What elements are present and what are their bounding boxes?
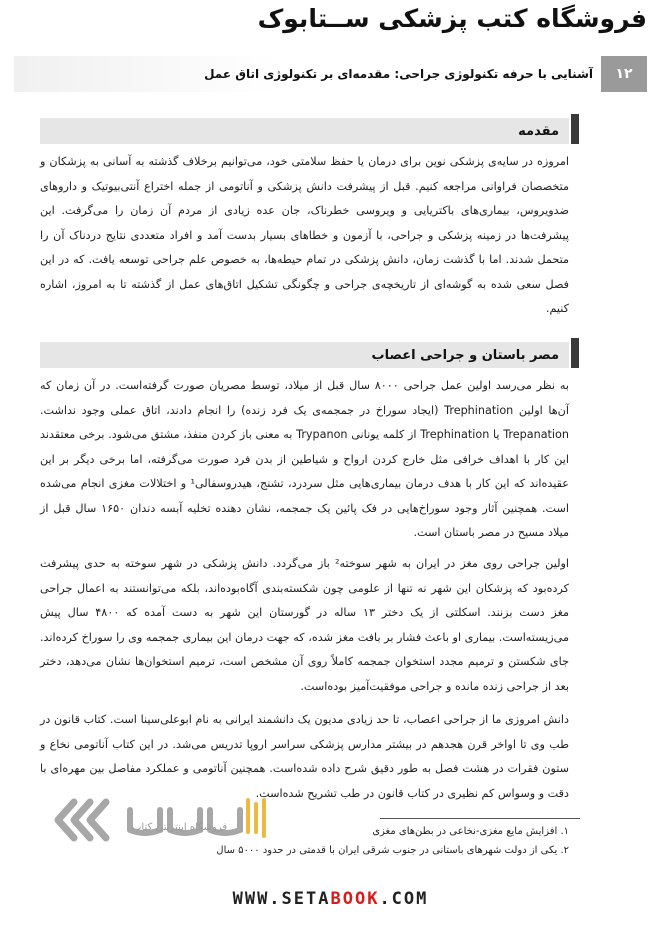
paragraph: دانش امروزی ما از جراحی اعصاب، تا حد زیادی مدیون یک دانشمند ایرانی به نام ابوعلی‌سینا است. کتاب قانون در طب وی تا اواخر قرن هجدهم در بیشتر مدارس پزشکی سراسر اروپا تدریس می‌شد. در این کتاب آناتومی نخاع و ستون فقرات در هشت فصل به طور دقیق شرح داده شده‌است. همچنین آناتومی و عملکرد مفاصل بین مهره‌ای با دقت و وسواس کم نظیری در کتاب قانون در طب تشریح شده‌است.	[40, 713, 569, 800]
section-heading-egypt	[40, 342, 569, 368]
running-header	[14, 56, 647, 92]
section-heading-intro	[40, 118, 569, 144]
heading-marker	[571, 114, 579, 144]
url-accent: BOOK	[330, 889, 380, 909]
paragraph: امروزه در سایه‌ی پزشکی نوین برای درمان یا حفظ سلامتی خود، می‌توانیم برخلاف گذشته به آسانی به پزشکان و متخصصان فراوانی مراجعه کنیم. قبل از پیشرفت دانش پزشکی و آناتومی از جمله اختراع آنتی‌بیوتیک و داروهای ضدویروس، بیماری‌های باکتریایی و ویروسی خطرناک، جان عده زیادی از مردم آن زمان را می‌گرفت. این پیشرفت‌ها در زمینه پزشکی و جراحی، با آزمون و خطاهای بسیار بدست آمد و افراد متعددی نتایج دردناک آن را متحمل شدند. اما با گذشت زمان، دانش پزشکی در تمام حیطه‌ها، به خصوص علم جراحی توسعه یافت. که در این فصل سعی شده به گوشه‌ای از تاریخچه‌ی جراحی و چگونگی تشکیل اتاق‌های عمل از گذشته تا به امروز، اشاره کنیم.	[40, 155, 569, 315]
section-heading-label: مقدمه	[518, 123, 559, 139]
heading-marker	[571, 338, 579, 368]
store-title: فروشگاه کتب پزشکی ســتابوک	[257, 4, 647, 33]
site-url[interactable]	[0, 889, 661, 909]
watermark-tagline: فروشگاه اینترنتی کتاب	[132, 822, 228, 833]
footnote-item: ۱. افزایش مایع مغزی-نخاعی در بطن‌های مغزی	[372, 826, 569, 837]
url-suffix: .COM	[379, 889, 429, 909]
url-prefix: WWW.SETA	[232, 889, 331, 909]
logo-text: ستابوک	[168, 800, 172, 801]
page-number: ۱۲	[601, 56, 647, 92]
footnote-divider	[380, 818, 580, 819]
running-title: آشنایی با حرفه تکنولوژی جراحی: مقدمه‌ای بر تکنولوژی اتاق عمل	[14, 56, 601, 92]
paragraph: به نظر می‌رسد اولین عمل جراحی ۸۰۰۰ سال قبل از میلاد، توسط مصریان صورت گرفته‌است. در آن زمان که آن‌ها اولین Trephination (ایجاد سوراخ در جمجمه‌ی یک فرد زنده) را انجام دادند، اتاق عملی وجود نداشت. Trepanation یا Trephination از کلمه یونانی Trypanon به معنی باز کردن منفذ، مشتق می‌شود. برخی معتقدند این کار با اهداف خرافی مثل خارج کردن ارواح و شیاطین از بدن فرد صورت می‌گرفته، اما برخی دیگر بر این عقیده‌اند که این کار با هدف درمان بیماری‌هایی مثل سردرد، تشنج، هیدروسفالی¹ و اختلالات مغزی انجام می‌شده است. همچنین آثار وجود سوراخ‌هایی در فک پائین یک جمجمه، نشان دهنده تخلیه آبسه دندان ۱۶۵۰ سال قبل از میلاد مسیح در مصر باستان است.	[40, 379, 570, 539]
section-heading-label: مصر باستان و جراحی اعصاب	[371, 347, 559, 363]
footnote-item: ۲. یکی از دولت شهرهای باستانی در جنوب شرقی ایران با قدمتی در حدود ۵۰۰۰ سال	[216, 845, 569, 856]
paragraph: اولین جراحی روی مغز در ایران به شهر سوخته² باز می‌گردد. دانش پزشکی در شهر سوخته به حدی پیشرفت کرده‌بود که پزشکان این شهر نه تنها از علومی چون شکسته‌بندی آگاه‌بوده‌اند، بلکه می‌توانستند به اعمال جراحی مغز دست بزنند. اسکلتی از یک دختر ۱۳ ساله در گورستان این شهر به دست آمده که ۴۸۰۰ سال پیش می‌زیسته‌است. بیماری او باعث فشار بر بافت مغز شده، که جهت درمان این بیماری جمجمه وی را سوراخ کرده‌اند. جای شکستن و ترمیم مجدد استخوان جمجمه کاملاً روی آن مشخص است، ترمیم استخوان‌ها نشان می‌دهد، دختر بعد از جراحی زنده مانده و جراحی موفقیت‌آمیز بوده‌است.	[40, 557, 569, 693]
